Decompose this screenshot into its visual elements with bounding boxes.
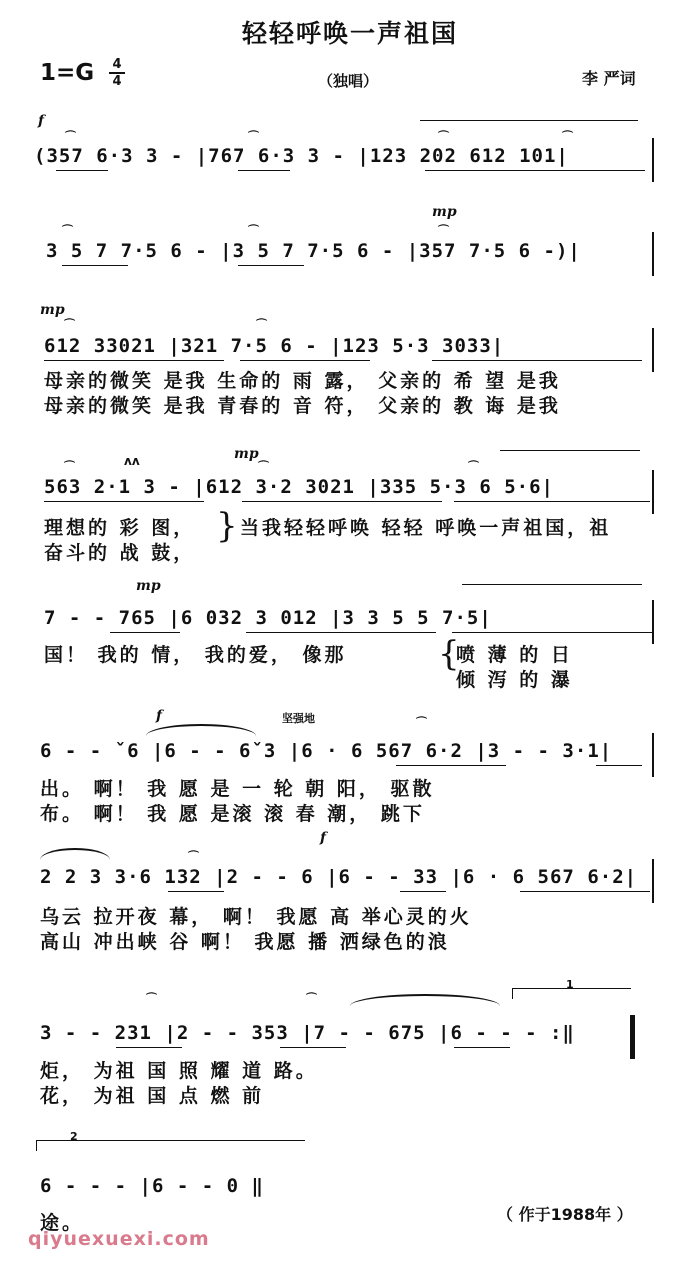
triplet-mark [438,128,449,144]
notation-row-1: (357 6·3 3 - |767 6·3 3 - |123 202 612 101| [34,145,569,167]
crescendo-line [500,450,640,451]
triplet-mark [468,458,479,474]
lyricist-credit: 李 严词 [582,69,636,88]
watermark: qiyuexuexi.com [28,1228,210,1250]
expression-mark: 坚强地 [282,712,315,725]
notation-row-9: 6 - - - |6 - - 0 ‖ [40,1175,264,1197]
triplet-mark [306,990,317,1006]
dynamic-mezzo-piano: mp [234,446,259,462]
triplet-mark [438,222,449,238]
triplet-mark [64,458,75,474]
tie-slur [350,994,500,1006]
notation-row-5: 7 - - 765 |6 032 3 012 |3 3 5 5 7·5| [44,607,492,629]
crescendo-line [420,120,638,121]
crescendo-line [462,584,642,585]
dynamic-forte: f [320,830,327,846]
lyric-verse-2: 布。 啊！ 我 愿 是滚 滚 春 潮， 跳下 [40,803,425,825]
performance-note: （独唱） [318,72,379,90]
lyric-verse-1: 乌云 拉开夜 幕， 啊！ 我愿 高 举心灵的火 [40,906,472,928]
lyric-verse-2: 花， 为祖 国 点 燃 前 [40,1085,265,1107]
trill-mark: ʌʌ [124,454,140,468]
lyric-verse-2: 奋斗的 战 鼓， [44,542,196,564]
triplet-mark [146,990,157,1006]
verse-brace: } [438,634,460,674]
dynamic-mezzo-piano: mp [40,302,65,318]
volta-number: 2 [70,1130,78,1143]
lyric-shared: 国！ 我的 情， 我的爱， 像那 [44,644,347,666]
verse-brace: } [216,506,238,546]
dynamic-mezzo-piano: mp [432,204,457,220]
triplet-mark [416,714,427,730]
triplet-mark [188,848,199,864]
lyric-shared: 当我轻轻呼唤 轻轻 呼唤一声祖国，祖 [240,517,612,539]
notation-row-2: 3 5 7 7·5 6 - |3 5 7 7·5 6 - |357 7·5 6 -)| [46,240,581,262]
lyric-verse-2: 高山 冲出峡 谷 啊！ 我愿 播 洒绿色的浪 [40,931,450,953]
triplet-mark [258,458,269,474]
lyric-verse-2: 倾 泻 的 瀑 [456,669,573,691]
tie-slur [40,848,110,860]
composition-date: （ 作于1988年 ） [497,1205,633,1224]
triplet-mark [62,222,73,238]
dynamic-mezzo-piano: mp [136,578,161,594]
tie-slur [146,724,256,736]
notation-row-4: 563 2·1 3 - |612 3·2 3021 |335 5·3 6 5·6| [44,476,554,498]
triplet-mark [64,316,75,332]
triplet-mark [65,128,76,144]
lyric-verse-1: 途。 [40,1212,85,1234]
dynamic-forte: f [38,113,45,129]
volta-number: 1 [566,978,574,991]
repeat-barline [630,1015,635,1059]
time-signature [107,58,127,88]
triplet-mark [248,222,259,238]
meter-bottom: 4 [112,74,122,89]
triplet-mark [248,128,259,144]
notation-row-7: 2 2 3 3·6 132 |2 - - 6 |6 - - 33 |6 · 6 567 6·2| [40,866,638,888]
lyric-verse-1: 喷 薄 的 日 [456,644,573,666]
lyric-verse-1: 理想的 彩 图， [44,517,196,539]
triplet-mark [562,128,573,144]
lyric-verse-1: 母亲的微笑 是我 生命的 雨 露， 父亲的 希 望 是我 [44,370,561,392]
meter-top: 4 [112,57,122,72]
lyric-verse-2: 母亲的微笑 是我 青春的 音 符， 父亲的 教 诲 是我 [44,395,561,417]
notation-row-3: 612 33021 |321 7·5 6 - |123 5·3 3033| [44,335,505,357]
notation-row-8: 3 - - 231 |2 - - 353 |7 - - 675 |6 - - - :‖ [40,1022,575,1044]
lyric-verse-1: 出。 啊！ 我 愿 是 一 轮 朝 阳， 驱散 [40,778,435,800]
song-title: 轻轻呼唤一声祖国 [241,19,458,48]
dynamic-forte: f [156,708,163,724]
lyric-verse-1: 炬， 为祖 国 照 耀 道 路。 [40,1060,318,1082]
triplet-mark [256,316,267,332]
notation-row-6: 6 - - ˇ6 |6 - - 6ˇ3 |6 · 6 567 6·2 |3 - - 3·1| [40,740,613,762]
key-signature: 1=G [40,60,95,86]
